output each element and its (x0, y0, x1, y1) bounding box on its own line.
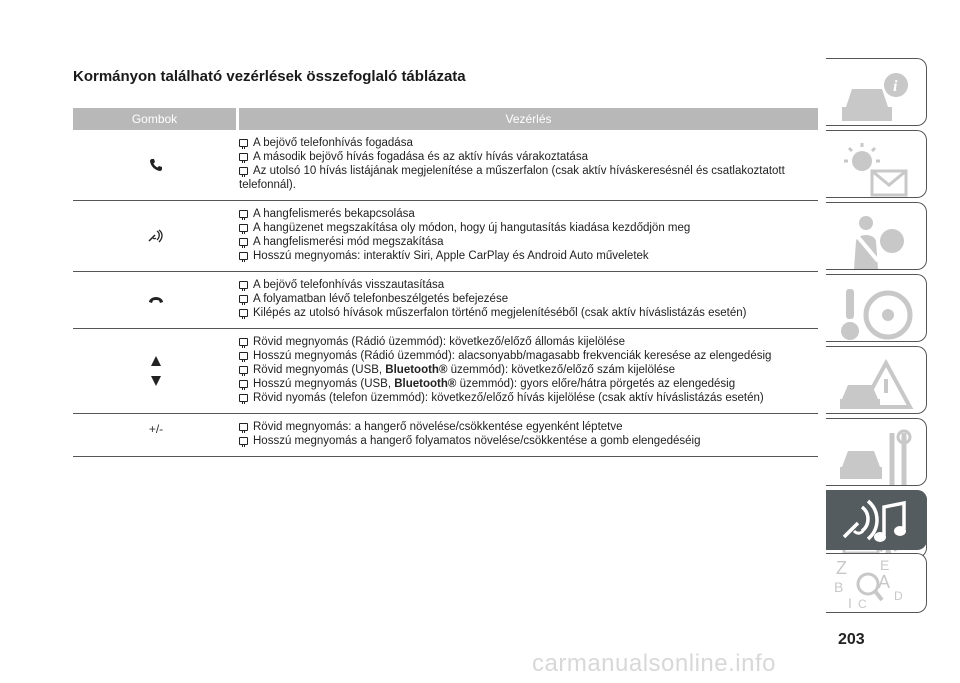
control-description (239, 130, 818, 200)
control-description (239, 201, 818, 271)
list-item: Hosszú megnyomás (USB, Bluetooth® üzemmód): gyors előre/hátra pörgetés az elengedésig (239, 377, 818, 391)
svg-text:C: C (858, 597, 867, 611)
bullet-icon (239, 366, 248, 374)
phone-answer-icon (149, 158, 163, 172)
list-item: Hosszú megnyomás a hangerő folyamatos növelése/csökkentése a gomb elengedéséig (239, 434, 818, 448)
bluetooth-label: Bluetooth® (385, 364, 448, 376)
multimedia-music-icon (840, 497, 920, 547)
svg-text:A: A (878, 572, 891, 592)
car-info-icon (836, 67, 916, 131)
bullet-icon (239, 224, 248, 232)
svg-text:I: I (848, 595, 852, 611)
voice-recognition-icon (148, 229, 164, 243)
tab-car-info[interactable] (826, 58, 927, 126)
bullet-icon (239, 167, 248, 175)
list-item: A bejövő telefonhívás visszautasítása (239, 278, 818, 292)
key-steering-wheel-icon (836, 283, 916, 347)
bullet-icon (239, 380, 248, 388)
phone-hangup-icon (148, 296, 164, 304)
svg-text:E: E (880, 557, 890, 573)
bullet-icon (239, 139, 248, 147)
tab-multimedia[interactable] (826, 490, 927, 550)
control-description (239, 414, 818, 456)
page-title: Kormányon található vezérlések összefoglaló táblázata (73, 68, 466, 85)
seat-belt-airbag-icon (836, 211, 916, 275)
bluetooth-label: Bluetooth® (394, 378, 457, 390)
list-item: A hangfelismerési mód megszakítása (239, 235, 818, 249)
bullet-icon (239, 352, 248, 360)
tab-maintenance[interactable] (826, 418, 927, 486)
tab-warning-lights[interactable] (826, 130, 927, 198)
list-item: A hangfelismerés bekapcsolása (239, 207, 818, 221)
warning-lights-envelope-icon (836, 139, 916, 203)
bullet-icon (239, 153, 248, 161)
tab-index[interactable] (826, 553, 927, 613)
table-row (73, 414, 818, 457)
button-cell (73, 272, 239, 328)
car-maintenance-tools-icon (836, 427, 916, 491)
bullet-icon (239, 394, 248, 402)
emergency-triangle-car-icon (836, 355, 916, 419)
svg-text:Z: Z (836, 558, 847, 578)
tab-safety[interactable] (826, 202, 927, 270)
svg-text:D: D (894, 589, 903, 603)
svg-text:i: i (893, 78, 898, 95)
table-header (73, 108, 818, 130)
table-row (73, 272, 818, 329)
tab-emergency[interactable] (826, 346, 927, 414)
bullet-icon (239, 338, 248, 346)
page-number: 203 (838, 631, 865, 648)
bullet-icon (239, 437, 248, 445)
button-cell (73, 130, 239, 200)
table-row (73, 201, 818, 272)
list-item: Kilépés az utolsó hívások műszerfalon történő megjelenítéséből (csak aktív híváslistázás esetén) (239, 306, 818, 320)
column-header-buttons: Gombok (73, 108, 236, 130)
alphabetical-index-search-icon (832, 556, 912, 612)
list-item: Rövid megnyomás: a hangerő növelése/csökkentése egyenként léptetve (239, 420, 818, 434)
table-row (73, 130, 818, 201)
bullet-icon (239, 295, 248, 303)
list-item: Az utolsó 10 hívás listájának megjelenítése a műszerfalon (csak aktív híváskeresésnél és csatlakoztatott (239, 164, 818, 178)
table-row (73, 329, 818, 414)
bullet-icon (239, 210, 248, 218)
tab-starting-driving[interactable] (826, 274, 927, 342)
list-item: A bejövő telefonhívás fogadása (239, 136, 818, 150)
watermark: carmanualsonline.info (532, 650, 776, 677)
controls-table (73, 108, 818, 457)
bullet-icon (239, 281, 248, 289)
bullet-icon (239, 252, 248, 260)
volume-button-label: +/- (148, 422, 164, 436)
list-item-continuation: telefonnál). (239, 179, 296, 191)
bullet-icon (239, 423, 248, 431)
bullet-icon (239, 309, 248, 317)
list-item: Rövid megnyomás (USB, Bluetooth® üzemmód): következő/előző szám kijelölése (239, 363, 818, 377)
control-description (239, 272, 818, 328)
list-item: Hosszú megnyomás: interaktív Siri, Apple CarPlay és Android Auto műveletek (239, 249, 818, 263)
control-description (239, 329, 818, 413)
bullet-icon (239, 238, 248, 246)
svg-text:B: B (834, 579, 844, 595)
list-item: A folyamatban lévő telefonbeszélgetés befejezése (239, 292, 818, 306)
button-cell (73, 329, 239, 413)
column-header-controls: Vezérlés (239, 108, 818, 130)
list-item: Hosszú megnyomás (Rádió üzemmód): alacsonyabb/magasabb frekvenciák keresése az elengedésig (239, 349, 818, 363)
list-item: A hangüzenet megszakítása oly módon, hogy új hangutasítás kiadása kezdődjön meg (239, 221, 818, 235)
list-item: Rövid megnyomás (Rádió üzemmód): következő/előző állomás kijelölése (239, 335, 818, 349)
up-down-arrows-icon (150, 354, 162, 388)
button-cell (73, 414, 239, 456)
button-cell (73, 201, 239, 271)
list-item: Rövid nyomás (telefon üzemmód): következő/előző hívás kijelölése (csak aktív híváslistázás esetén) (239, 391, 818, 405)
list-item: A második bejövő hívás fogadása és az aktív hívás várakoztatása (239, 150, 818, 164)
